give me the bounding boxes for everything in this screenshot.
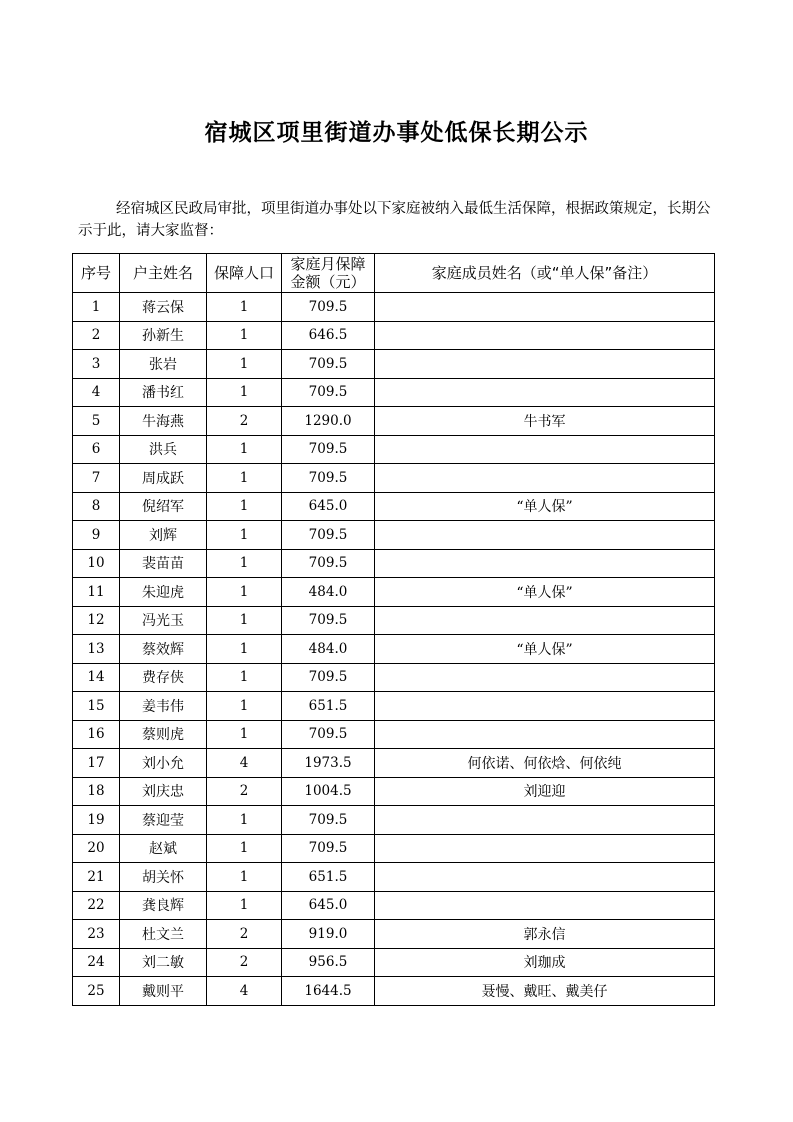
cell-persons: 1 [207,663,282,692]
cell-amount: 709.5 [282,806,375,835]
cell-persons: 1 [207,521,282,550]
table-row [73,749,715,778]
cell-persons: 1 [207,378,282,407]
cell-members [375,863,715,892]
cell-persons: 1 [207,891,282,920]
cell-householder: 戴则平 [120,977,207,1006]
table-row [73,834,715,863]
cell-members: 刘珈成 [375,948,715,977]
cell-amount: 709.5 [282,834,375,863]
cell-members [375,834,715,863]
cell-amount: 709.5 [282,606,375,635]
header-seq: 序号 [73,254,120,293]
table-row [73,435,715,464]
cell-members [375,293,715,322]
table-row [73,293,715,322]
table-row [73,321,715,350]
cell-amount: 709.5 [282,350,375,379]
cell-members [375,321,715,350]
cell-householder: 刘辉 [120,521,207,550]
cell-persons: 1 [207,834,282,863]
cell-members [375,350,715,379]
cell-amount: 709.5 [282,435,375,464]
header-members: 家庭成员姓名（或“单人保”备注） [375,254,715,293]
cell-seq: 22 [73,891,120,920]
table-row [73,920,715,949]
cell-members: 聂慢、戴旺、戴美仔 [375,977,715,1006]
cell-householder: 张岩 [120,350,207,379]
table-row [73,378,715,407]
cell-amount: 709.5 [282,549,375,578]
cell-householder: 姜韦伟 [120,692,207,721]
cell-householder: 倪绍军 [120,492,207,521]
cell-amount: 646.5 [282,321,375,350]
cell-seq: 14 [73,663,120,692]
cell-seq: 16 [73,720,120,749]
cell-persons: 1 [207,578,282,607]
cell-amount: 919.0 [282,920,375,949]
cell-persons: 2 [207,920,282,949]
cell-amount: 484.0 [282,635,375,664]
cell-members: “单人保” [375,578,715,607]
cell-amount: 484.0 [282,578,375,607]
cell-persons: 4 [207,977,282,1006]
cell-amount: 1004.5 [282,777,375,806]
cell-householder: 冯光玉 [120,606,207,635]
cell-householder: 周成跃 [120,464,207,493]
cell-persons: 2 [207,777,282,806]
cell-persons: 2 [207,948,282,977]
header-amount [282,254,375,293]
page-title: 宿城区项里街道办事处低保长期公示 [204,119,589,146]
cell-persons: 1 [207,720,282,749]
header-amount-line2: 金额（元） [290,273,366,291]
table-row [73,606,715,635]
cell-householder: 赵斌 [120,834,207,863]
cell-seq: 17 [73,749,120,778]
cell-amount: 1644.5 [282,977,375,1006]
table-row [73,977,715,1006]
cell-seq: 13 [73,635,120,664]
cell-persons: 1 [207,293,282,322]
cell-members: 牛书军 [375,407,715,436]
cell-seq: 18 [73,777,120,806]
cell-persons: 1 [207,606,282,635]
table-row [73,464,715,493]
cell-persons: 1 [207,692,282,721]
cell-seq: 7 [73,464,120,493]
cell-seq: 8 [73,492,120,521]
cell-seq: 6 [73,435,120,464]
table-row [73,350,715,379]
cell-amount: 709.5 [282,521,375,550]
table-body [73,293,715,1006]
cell-householder: 裴苗苗 [120,549,207,578]
cell-seq: 10 [73,549,120,578]
table-row [73,692,715,721]
header-amount-line1: 家庭月保障 [290,255,366,273]
cell-persons: 1 [207,321,282,350]
cell-amount: 651.5 [282,863,375,892]
cell-members [375,549,715,578]
cell-householder: 刘庆忠 [120,777,207,806]
cell-seq: 21 [73,863,120,892]
cell-amount: 709.5 [282,378,375,407]
table-header-row [73,254,715,293]
cell-members [375,435,715,464]
cell-persons: 4 [207,749,282,778]
allowance-table [72,253,715,1006]
cell-members [375,606,715,635]
table-row [73,521,715,550]
cell-persons: 2 [207,407,282,436]
cell-householder: 龚良辉 [120,891,207,920]
cell-householder: 刘二敏 [120,948,207,977]
cell-members [375,692,715,721]
cell-persons: 1 [207,635,282,664]
cell-householder: 蔡迎莹 [120,806,207,835]
cell-householder: 刘小允 [120,749,207,778]
cell-seq: 15 [73,692,120,721]
cell-seq: 11 [73,578,120,607]
cell-members [375,720,715,749]
cell-amount: 645.0 [282,891,375,920]
cell-persons: 1 [207,863,282,892]
cell-seq: 24 [73,948,120,977]
table-row [73,806,715,835]
cell-persons: 1 [207,492,282,521]
cell-members: “单人保” [375,635,715,664]
table-row [73,492,715,521]
table-row [73,407,715,436]
table-row [73,635,715,664]
cell-persons: 1 [207,549,282,578]
cell-amount: 709.5 [282,663,375,692]
cell-seq: 25 [73,977,120,1006]
cell-seq: 12 [73,606,120,635]
table-row [73,777,715,806]
cell-householder: 洪兵 [120,435,207,464]
cell-members [375,891,715,920]
cell-householder: 孙新生 [120,321,207,350]
cell-amount: 709.5 [282,293,375,322]
cell-members [375,378,715,407]
cell-seq: 23 [73,920,120,949]
cell-householder: 费存侠 [120,663,207,692]
cell-seq: 20 [73,834,120,863]
cell-householder: 蒋云保 [120,293,207,322]
header-householder: 户主姓名 [120,254,207,293]
cell-householder: 朱迎虎 [120,578,207,607]
cell-amount: 1290.0 [282,407,375,436]
cell-householder: 杜文兰 [120,920,207,949]
intro-paragraph: 经宿城区民政局审批，项里街道办事处以下家庭被纳入最低生活保障，根据政策规定，长期公示于此，请大家监督： [78,201,711,239]
table-row [73,720,715,749]
cell-seq: 9 [73,521,120,550]
cell-amount: 956.5 [282,948,375,977]
table-row [73,891,715,920]
cell-seq: 3 [73,350,120,379]
cell-amount: 1973.5 [282,749,375,778]
table-row [73,948,715,977]
cell-householder: 蔡则虎 [120,720,207,749]
cell-persons: 1 [207,435,282,464]
table-row [73,663,715,692]
cell-members [375,663,715,692]
table-row [73,549,715,578]
cell-seq: 1 [73,293,120,322]
table-row [73,578,715,607]
cell-members: 刘迎迎 [375,777,715,806]
cell-amount: 709.5 [282,720,375,749]
cell-householder: 蔡效辉 [120,635,207,664]
cell-members: 郭永信 [375,920,715,949]
cell-members: “单人保” [375,492,715,521]
header-persons: 保障人口 [207,254,282,293]
cell-seq: 19 [73,806,120,835]
table-row [73,863,715,892]
cell-persons: 1 [207,350,282,379]
cell-members [375,806,715,835]
cell-seq: 5 [73,407,120,436]
cell-householder: 潘书红 [120,378,207,407]
cell-persons: 1 [207,464,282,493]
cell-amount: 709.5 [282,464,375,493]
cell-amount: 651.5 [282,692,375,721]
cell-householder: 胡关怀 [120,863,207,892]
cell-seq: 4 [73,378,120,407]
cell-householder: 牛海燕 [120,407,207,436]
cell-seq: 2 [73,321,120,350]
cell-members: 何依诺、何依焓、何依纯 [375,749,715,778]
cell-members [375,464,715,493]
cell-members [375,521,715,550]
cell-amount: 645.0 [282,492,375,521]
cell-persons: 1 [207,806,282,835]
